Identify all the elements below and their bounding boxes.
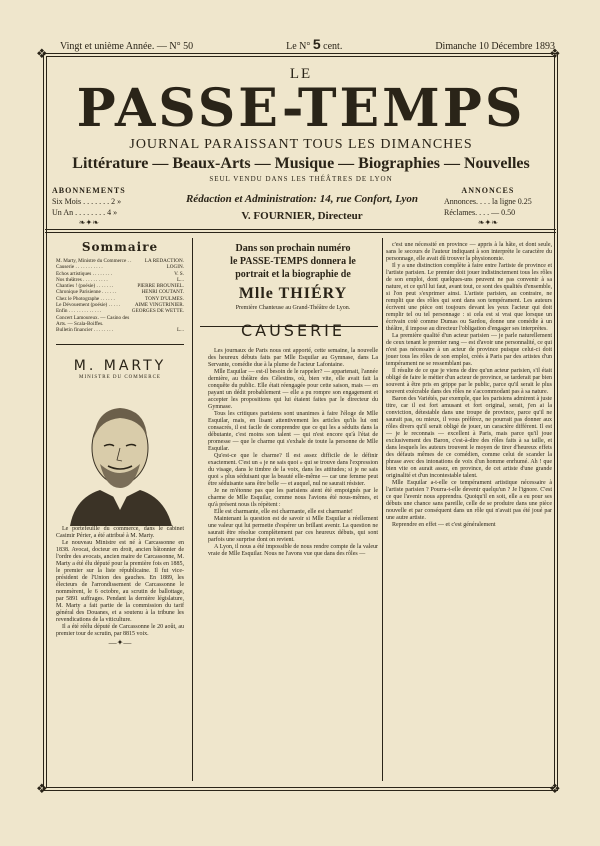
paragraph: Le nouveau Ministre est né à Carcassonne en 1838. Avocat, docteur en droit, ancien bâtonnier de l'ordre des avocats, ancien maire de Carcassonne, M. Marty a été élu député pour la première fois en 1885, le premier sur la liste républicaine. Il fut vice-président de l'Union des gauches. En 1889, les électeurs de l'arrondissement de Carcassonne le nommèrent, le 6 octobre, au scrutin de ballottage, par 5891 suffrages. Pendant la dernière législature, M. Marty a fait partie de la commission du tarif général des Douanes, et a soutenu à la tribune les revendications de la viticulture. <box>56 539 184 623</box>
masthead-title: PASSE-TEMPS <box>76 78 526 139</box>
paragraph: Il résulte de ce que je viens de dire qu'un acteur parisien, s'il était obligé de faire le métier d'un acteur de province, se tarderait par bien souvent à être pris en grippe par le public, parce qu'il serait le plus souvent exécrable dans des rôles ne s'accommodant pas à sa nature. <box>386 368 552 395</box>
column-1 <box>56 240 184 648</box>
causerie-heading: CAUSERIE <box>240 321 346 340</box>
paragraph: A Lyon, il nous a été impossible de nous rendre compte de la valeur vraie de Mlle Esquilar. Nous ne l'avons vue que dans des rôles — <box>208 544 378 557</box>
column-rule <box>382 238 383 781</box>
ornament-icon: —✦— <box>108 637 132 647</box>
paragraph: Elle est charmante, elle est charmante, elle est charmante! <box>214 509 353 515</box>
column-rule <box>192 238 193 781</box>
portrait-image <box>60 386 180 526</box>
mlle-thiery: Mlle THIÉRY <box>238 285 348 302</box>
marty-subheading: MINISTRE DU COMMERCE <box>79 374 161 380</box>
paragraph: Il y a une distinction complète à faire entre l'artiste de province et l'artiste parisien. Le premier doit jouer indistinctement tous les rôles de son emploi, dont quelques-uns peuvent ne pas convenir à sa nature, et ce qu'il lui faut, avant tout, ce sont des qualités d'ensemble, si l'on peut s'exprimer ainsi. L'artiste parisien, au contraire, ne remplit que des rôles qui sont dans son tempérament. Les auteurs écrivent une pièce ont toujours devant les yeux l'acteur qui doit remplir tel ou tel personnage : si cela est si vrai que lorsque un écrivain cotè comme Dumas ou Sardou, donne une comédie à un théâtre, il impose au directeur l'obligation d'engager ses interprètes. <box>386 263 552 332</box>
sommaire-item: Le Dévouement (poésie) . . . . . AIMÉ VINGTRINIER. <box>56 302 184 309</box>
corner-ornament-icon: ❖ <box>549 46 561 61</box>
masthead-seul: SEUL VENDU DANS LES THÉÂTRES DE LYON <box>209 175 393 183</box>
sommaire-list <box>56 258 184 334</box>
sommaire-item: Concert Lamoureux. — Casino des <box>56 314 130 321</box>
annonce-line: le PASSE-TEMPS donnera le <box>230 256 356 267</box>
top-line <box>60 36 555 50</box>
annonces-box: ANNONCES Annonces. . . . la ligne 0.25 Réclames. . . . — 0.50 ❧✦❧ <box>444 186 532 227</box>
sommaire-item: Arts. — Scala-Boiffes. <box>56 320 104 327</box>
causerie-text-cont <box>386 242 552 529</box>
annonce-line: Dans son prochain numéro <box>235 243 351 254</box>
redaction-address: Rédaction et Administration: 14, rue Confort, Lyon <box>185 193 419 205</box>
sommaire-item: Nos théâtres . . . . . . . . . . L... <box>56 276 184 283</box>
paragraph: Les journaux de Paris nous ont apporté, cette semaine, la nouvelle des heureux débuts faits par Mlle Esquilar au Gymnase, dans La Servante, comédie due à la plume de l'acteur Lafontaine. <box>208 348 378 368</box>
paragraph: Je ne m'étonne pas que les parisiens aient été empoignés par le charme de Mlle Esquilar, comme nous l'avions été nous-mêmes, et qu'à présent nous ils répètent : <box>208 488 378 508</box>
corner-ornament-icon: ❖ <box>36 781 48 796</box>
masthead-rubrics: Littérature — Beaux-Arts — Musique — Biographies — Nouvelles <box>72 155 530 172</box>
header-divider <box>45 232 556 233</box>
paragraph: Mlle Esquilar — est-il besoin de le rappeler? — appartenait, l'année dernière, au théâtre des Célestins, où, bien vite, elle avait fait la conquête du public. Elle était réengagée pour cette saison, mais — en payant un dédit probablement — elle a pu rompre son engagement et accepter les propositions qui lui étaient faites par le directeur du Gymnase. <box>208 369 378 410</box>
sommaire-title: Sommaire <box>81 240 159 254</box>
sommaire-item: Échos artistiques . . . . . . . . V. S. <box>56 270 184 277</box>
abonnements-box: ABONNEMENTS Six Mois . . . . . . . 2 » Un An . . . . . . . . 4 » ❧✦❧ <box>52 186 126 227</box>
issue-number: Vingt et unième Année. — N° 50 <box>60 41 194 52</box>
sommaire-item: Bulletin financier . . . . . . . . L... <box>56 327 184 334</box>
sommaire-item: M. Marty, Ministre du Commerce . . LA RÉDACTION. <box>56 258 184 264</box>
sommaire-item: Chronique Parisienne . . . . . . HENRI COUTANT. <box>56 289 184 296</box>
causerie-text <box>208 348 378 558</box>
paragraph: Il a été réélu député de Carcassonne le 20 août, au premier tour de scrutin, par 8815 voix. <box>56 623 184 637</box>
directeur: V. FOURNIER, Directeur <box>241 210 363 222</box>
sommaire-item: Enfin . . . . . . . . . . . . . GEORGES DE WETTE. <box>56 308 184 315</box>
paragraph: c'est une nécessité en province — appris à la hâte, et dont seule, sans le secours de l'auteur indiquant à son interprète le caractère du personnage, elle avait dû trouver la physionomie. <box>386 242 552 262</box>
masthead-subtitle: JOURNAL PARAISSANT TOUS LES DIMANCHES <box>129 137 473 152</box>
annonce-line: portrait et la biographie de <box>235 269 351 280</box>
header-divider <box>45 229 556 230</box>
corner-ornament-icon: ❖ <box>36 46 48 61</box>
column-2 <box>208 242 378 558</box>
sommaire-item: Chez le Photographe . . . . . . TONY D'ULMÈS. <box>56 295 184 302</box>
corner-ornament-icon: ❖ <box>549 781 561 796</box>
paragraph: Mlle Esquilar a-t-elle ce tempérament artistique nécessaire à l'artiste parisien ? Pourra-t-elle devenir quelqu'un ? Je l'ignore. C'est ce que l'avenir nous apprendra. Quoiqu'il en soit, elle a eu pour ses débuts une chance sans pareille, celle de se produire dans une pièce nouvelle et par conséquent dans un rôle qui n'avait pas été joué par une autre artiste. <box>386 480 552 521</box>
ornament-icon: ❧✦❧ <box>78 218 99 227</box>
marty-biography <box>56 526 184 638</box>
sommaire-item: Causerie . . . . . . . . . . . LOGIN. <box>56 264 184 271</box>
paragraph: La première qualité d'un acteur parisien — je parle naturellement de ceux tenant le premier rang — est d'avoir une personnalité, ce qui n'est pas nécessaire à un acteur de province puisque celui-ci doit jouer tous les rôles de son emploi, créés à Paris par des artistes d'un tempérament ne se ressemblant pas. <box>386 333 552 367</box>
paragraph: Baron des Variétés, par exemple, que les parisiens admirent à juste titre, car il est fort amusant et fort original, serait, j'en ai la conviction, détestable dans une troupe de province, parce qu'il ne saurait pas, ou mieux, il vous préférez, ne pourrait pas donner aux rôles divers qu'il serait obligé de jouer, un caractère différent. Il est — je le reconnais — excellent à Paris, mais parce qu'il joue exclusivement des Baron, c'est-à-dire des rôles faits à sa taille, et dans lesquels les auteurs trouvent le moyen de tirer d'heureux effets des défauts mêmes de ce comédien, comme celui de scander la phrase avec des intonations de voix d'un homme enrhumé. Ah ! que bien vite on aurait assez, en province, de cet artiste d'une grande originalité et d'un incontestable talent. <box>386 396 552 479</box>
marty-heading: M. MARTY <box>73 357 167 374</box>
paragraph: Reprendre en effet — et c'est généralement <box>392 522 496 528</box>
price: Le N° 5 cent. <box>286 36 343 52</box>
paragraph: Tous les critiques parisiens sont unanimes à faire l'éloge de Mlle Esquilar, mais, en lisant attentivement les articles qu'ils lui ont consacrés, il est facile de comprendre que ce qui les a séduits dans la débutante, c'est moins son talent — qui n'est encore qu'à l'état de promesse — que le charme qui s'exhale de toute la personne de Mlle Esquilar. <box>208 411 378 452</box>
masthead-le: LE <box>289 66 313 82</box>
paragraph: Maintenant la question est de savoir si Mlle Esquilar a réellement une valeur qui lui permette d'espérer un brillant avenir. La question ne saurait être résolue complètement par ces heureux débuts, qui sont parfois une surprise dont on revient. <box>208 516 378 543</box>
ornament-icon: ❧✦❧ <box>477 218 498 227</box>
issue-date: Dimanche 10 Décembre 1893 <box>435 41 555 52</box>
column-3 <box>386 242 552 529</box>
premiere-chanteuse: Première Chanteuse au Grand-Théâtre de Lyon. <box>235 305 351 311</box>
paragraph: Le portefeuille du commerce, dans le cabinet Casimir Périer, a été attribué à M. Marty. <box>56 525 184 539</box>
sommaire-item: Chanties ! (poésie) . . . . . . . PIERRE BROUNIEL. <box>56 283 184 290</box>
masthead <box>43 58 559 183</box>
paragraph: Qu'est-ce que le charme? Il est assez difficile de le définir exactement. C'est un « je ne sais quoi » qui se trouve dans l'expression du visage, dans le timbre de la voix, dans les attitudes; si je ne sais quoi » plus séduisant que la beauté elle-même — car une femme peut être séduisante sans être belle — et auquel, nul ne saurait résister. <box>208 453 378 487</box>
